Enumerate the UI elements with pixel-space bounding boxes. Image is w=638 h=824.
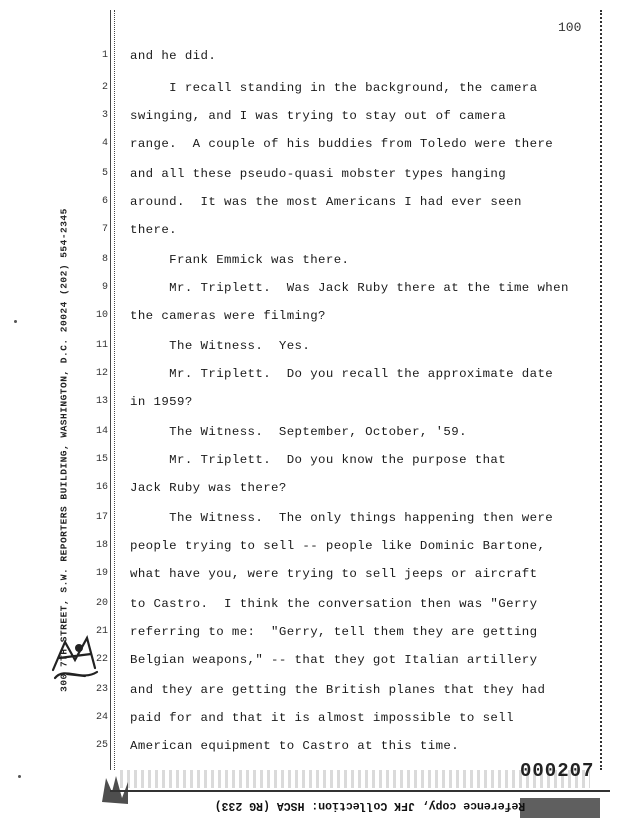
transcript-line: and all these pseudo-quasi mobster types hanging [130,167,507,181]
right-margin-rule [600,10,602,770]
line-number: 23 [95,684,108,695]
transcript-line: and they are getting the British planes that they had [130,683,546,697]
transcript-line: American equipment to Castro at this time. [130,739,460,753]
reporter-address: 300 7TH STREET, S.W. REPORTERS BUILDING, WASHINGTON, D.C. 20024 (202) 554-2345 [58,208,70,692]
transcript-line: Mr. Triplett. Do you know the purpose that [130,453,507,467]
line-number: 5 [101,168,108,179]
line-number: 8 [101,254,108,265]
transcript-line: paid for and that it is almost impossible to sell [130,711,514,725]
line-number: 25 [95,740,108,751]
transcript-line: I recall standing in the background, the camera [130,81,538,95]
left-margin-rule-inner [114,10,115,770]
transcript-line: Mr. Triplett. Was Jack Ruby there at the time when [130,281,569,295]
line-number: 22 [95,654,108,665]
line-number: 16 [95,482,108,493]
line-number: 14 [95,426,108,437]
transcript-line: Jack Ruby was there? [130,481,287,495]
scan-speck [18,775,21,778]
scan-speck [14,320,17,323]
transcript-line: The Witness. The only things happening then were [130,511,554,525]
transcript-line: around. It was the most Americans I had ever seen [130,195,522,209]
line-number: 4 [101,138,108,149]
transcript-line: Belgian weapons," -- that they got Italian artillery [130,653,538,667]
line-number: 20 [95,598,108,609]
line-number: 2 [101,82,108,93]
line-number: 17 [95,512,108,523]
line-number: 24 [95,712,108,723]
transcript-line: Mr. Triplett. Do you recall the approximate date [130,367,554,381]
transcript-line: in 1959? [130,395,193,409]
transcript-line: there. [130,223,178,237]
line-number: 18 [95,540,108,551]
transcript-line: The Witness. September, October, '59. [130,425,467,439]
line-number: 15 [95,454,108,465]
margin-doodle-icon [45,630,105,685]
transcript-line: swinging, and I was trying to stay out of camera [130,109,507,123]
document-id-stamp: 000207 [520,760,595,782]
transcript-line: what have you, were trying to sell jeeps or aircraft [130,567,538,581]
line-number: 3 [101,110,108,121]
transcript-line: and he did. [130,49,217,63]
line-number: 19 [95,568,108,579]
left-margin-rule [110,10,111,770]
line-number: 1 [101,50,108,61]
line-number: 13 [95,396,108,407]
transcript-line: people trying to sell -- people like Dominic Bartone, [130,539,546,553]
transcript-line: to Castro. I think the conversation then was "Gerry [130,597,538,611]
line-number: 21 [95,626,108,637]
line-number: 11 [95,340,108,351]
line-number: 10 [95,310,108,321]
reference-copy-label: Reference copy, JFK Collection: HSCA (RG 233) [214,799,526,813]
line-number: 9 [101,282,108,293]
transcript-line: referring to me: "Gerry, tell them they are getting [130,625,538,639]
line-number: 7 [101,224,108,235]
transcript-line: the cameras were filming? [130,309,326,323]
line-number: 12 [95,368,108,379]
transcript-line: range. A couple of his buddies from Toledo were there [130,137,554,151]
transcript-line: Frank Emmick was there. [130,253,350,267]
line-number: 6 [101,196,108,207]
transcript-line: The Witness. Yes. [130,339,311,353]
page-number: 100 [558,20,582,35]
